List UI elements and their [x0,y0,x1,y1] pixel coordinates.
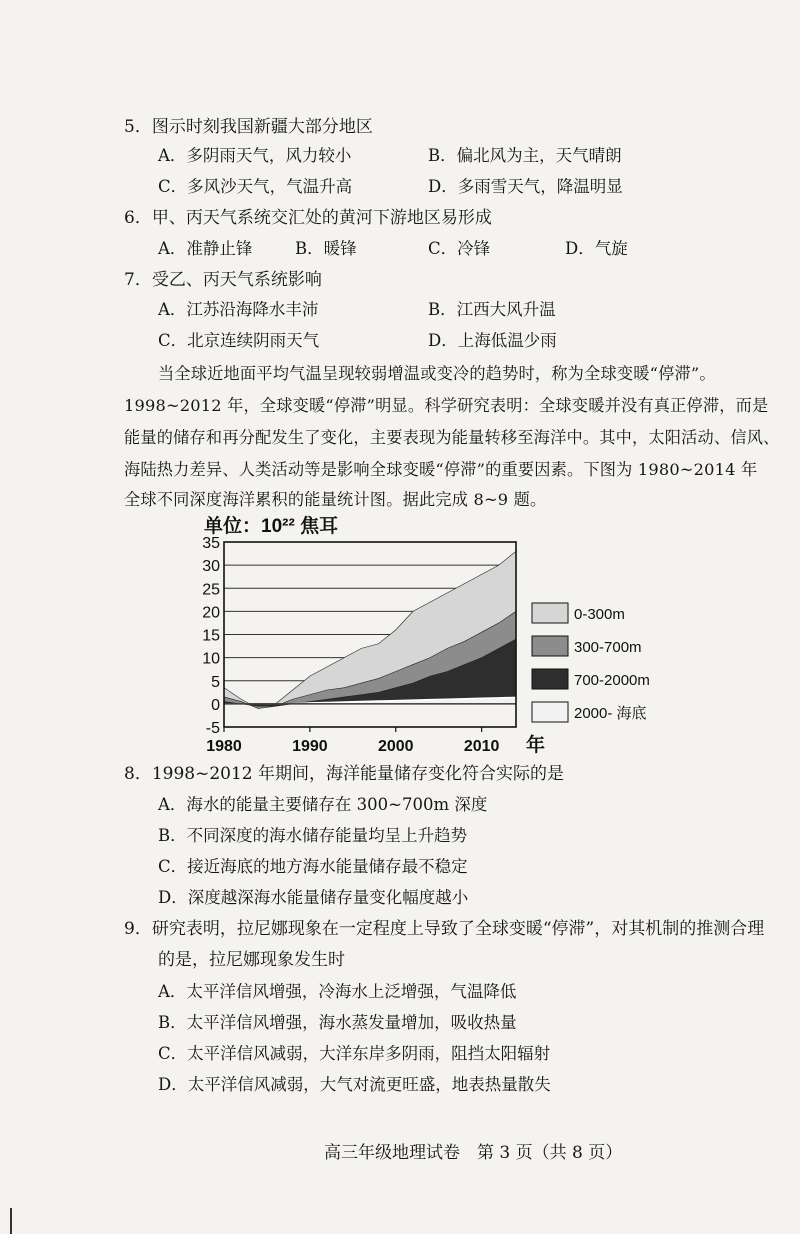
y-tick-label: 25 [202,581,220,599]
legend-label: 300-700m [574,639,642,656]
q8-option-c: C．接近海底的地方海水能量储存最不稳定 [158,857,468,876]
legend-swatch [532,702,568,722]
q5-option-d: D．多雨雪天气，降温明显 [428,177,623,196]
ocean-energy-chart [180,508,700,768]
y-tick-label: 30 [202,558,220,576]
y-tick-label: 35 [202,535,220,552]
q7-option-d: D．上海低温少雨 [428,331,557,350]
y-tick-label: 20 [202,604,220,622]
q6-option-d: D．气旋 [565,239,628,258]
q6-option-b: B．暖锋 [295,239,357,258]
q5-option-c: C．多风沙天气，气温升高 [158,177,353,196]
legend-label: 2000- 海底 [574,705,647,722]
x-unit-label: 年 [526,735,546,756]
q9-stem-line-2: 的是，拉尼娜现象发生时 [158,950,345,970]
x-tick-label: 1980 [206,738,242,755]
q7-stem: 7．受乙、丙天气系统影响 [124,270,322,290]
y-tick-label: 0 [211,696,220,714]
q6-option-a: A．准静止锋 [158,239,253,258]
legend-swatch [532,636,568,656]
q8-option-a: A．海水的能量主要储存在 300~700m 深度 [158,795,488,814]
x-tick-label: 1990 [292,738,328,755]
legend-swatch [532,603,568,623]
legend-label: 700-2000m [574,672,650,689]
x-tick-label: 2000 [377,738,414,755]
page-footer: 高三年级地理试卷 第 3 页（共 8 页） [324,1143,623,1163]
q8-stem: 8．1998~2012 年期间，海洋能量储存变化符合实际的是 [124,764,564,784]
intro-line-4: 海陆热力差异、人类活动等是影响全球变暖“停滞”的重要因素。下图为 1980~2014 年 [124,460,758,479]
q5-option-a: A．多阴雨天气，风力较小 [158,146,352,165]
y-tick-label: 5 [211,673,220,691]
q9-option-b: B．太平洋信风增强，海水蒸发量增加，吸收热量 [158,1013,517,1032]
q7-option-c: C．北京连续阴雨天气 [158,331,320,350]
q6-stem: 6．甲、丙天气系统交汇处的黄河下游地区易形成 [124,208,492,228]
y-tick-label: -5 [205,720,220,737]
intro-line-3: 能量的储存和再分配发生了变化，主要表现为能量转移至海洋中。其中，太阳活动、信风、 [124,428,780,447]
q7-option-a: A．江苏沿海降水丰沛 [158,300,319,319]
q5-stem: 5．图示时刻我国新疆大部分地区 [124,117,373,137]
y-tick-label: 10 [202,650,220,668]
chart-unit-label: 单位：10²² 焦耳 [204,516,339,537]
y-tick-label: 15 [202,627,220,645]
intro-line-2: 1998~2012 年，全球变暖“停滞”明显。科学研究表明：全球变暖并没有真正停滞，而是 [124,396,769,415]
page-edge-mark [10,1208,12,1234]
x-tick-label: 2010 [463,738,500,755]
intro-line-1: 当全球近地面平均气温呈现较弱增温或变冷的趋势时，称为全球变暖“停滞”。 [158,364,716,383]
q8-option-d: D．深度越深海水能量储存量变化幅度越小 [158,888,469,907]
q9-option-c: C．太平洋信风减弱，大洋东岸多阴雨，阻挡太阳辐射 [158,1044,551,1063]
intro-line-5: 全球不同深度海洋累积的能量统计图。据此完成 8~9 题。 [124,490,547,509]
q9-option-a: A．太平洋信风增强，冷海水上泛增强，气温降低 [158,982,517,1001]
q6-option-c: C．冷锋 [428,239,491,258]
q5-option-b: B．偏北风为主，天气晴朗 [428,146,622,165]
q9-stem-line-1: 9．研究表明，拉尼娜现象在一定程度上导致了全球变暖“停滞”，对其机制的推测合理 [124,919,765,939]
legend-label: 0-300m [574,606,625,623]
q8-option-b: B．不同深度的海水储存能量均呈上升趋势 [158,826,468,845]
legend-swatch [532,669,568,689]
q9-option-d: D．太平洋信风减弱，大气对流更旺盛，地表热量散失 [158,1075,551,1094]
q7-option-b: B．江西大风升温 [428,300,556,319]
